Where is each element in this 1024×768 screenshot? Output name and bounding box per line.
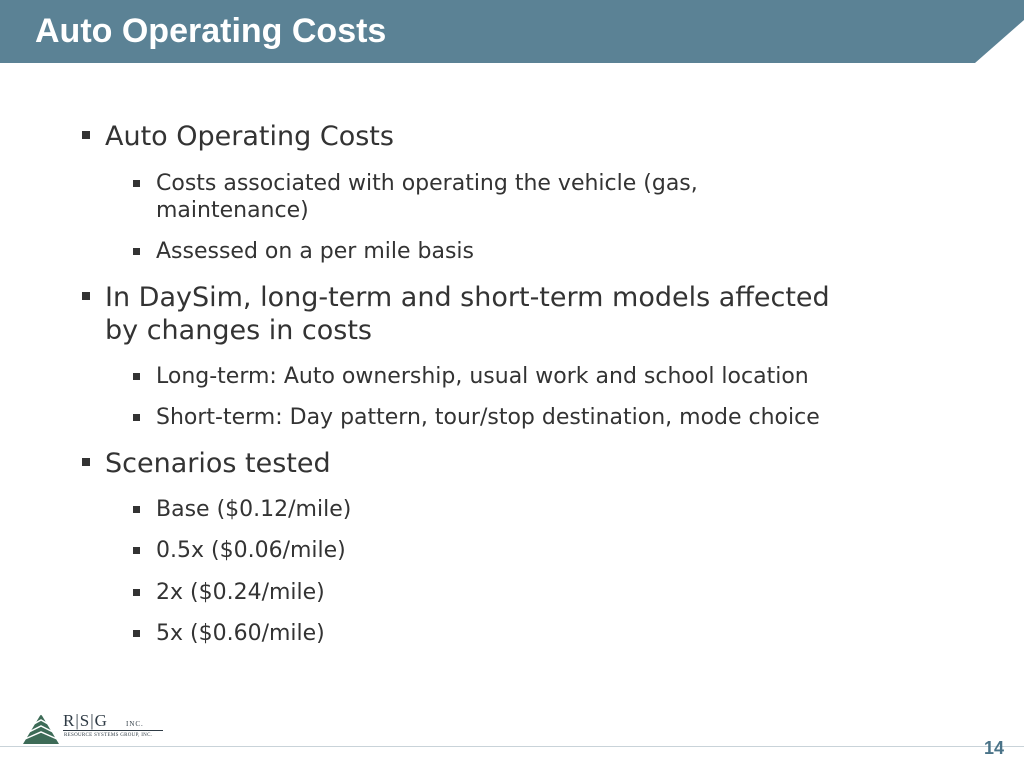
sub-bullet-marker [133, 248, 140, 255]
logo-letters: R|S|G [63, 711, 108, 730]
sub-bullet-half: 0.5x ($0.06/mile) [156, 538, 346, 563]
bullet-auto-operating-costs: Auto Operating Costs [105, 121, 394, 152]
logo-rule [63, 730, 163, 732]
slide-title: Auto Operating Costs [35, 12, 387, 50]
mountain-logo-icon [23, 710, 59, 744]
bullet-daysim-line2: by changes in costs [105, 315, 372, 346]
bullet-marker [82, 131, 90, 139]
sub-bullet-marker [133, 180, 140, 187]
footer-divider [0, 746, 1024, 747]
rsg-logo [23, 708, 165, 746]
sub-bullet-5x: 5x ($0.60/mile) [156, 621, 325, 646]
sub-bullet-marker [133, 414, 140, 421]
bullet-marker [82, 292, 90, 300]
logo-inc: INC. [126, 720, 144, 728]
sub-bullet-marker [133, 373, 140, 380]
sub-bullet-marker [133, 547, 140, 554]
bullet-marker [82, 458, 90, 466]
sub-bullet-long-term: Long-term: Auto ownership, usual work and school location [156, 364, 809, 389]
sub-bullet-costs-line2: maintenance) [156, 198, 309, 223]
page-number: 14 [983, 738, 1004, 758]
sub-bullet-marker [133, 630, 140, 637]
sub-bullet-short-term: Short-term: Day pattern, tour/stop destination, mode choice [156, 405, 820, 430]
sub-bullet-costs-line1: Costs associated with operating the vehicle (gas, [156, 171, 698, 196]
bullet-scenarios-tested: Scenarios tested [105, 448, 331, 479]
sub-bullet-base: Base ($0.12/mile) [156, 497, 352, 522]
sub-bullet-marker [133, 506, 140, 513]
bullet-daysim-line1: In DaySim, long-term and short-term models affected [105, 282, 830, 313]
sub-bullet-marker [133, 589, 140, 596]
sub-bullet-per-mile: Assessed on a per mile basis [156, 239, 475, 264]
sub-bullet-2x: 2x ($0.24/mile) [156, 580, 325, 605]
logo-subtitle: RESOURCE SYSTEMS GROUP, INC. [64, 733, 153, 738]
